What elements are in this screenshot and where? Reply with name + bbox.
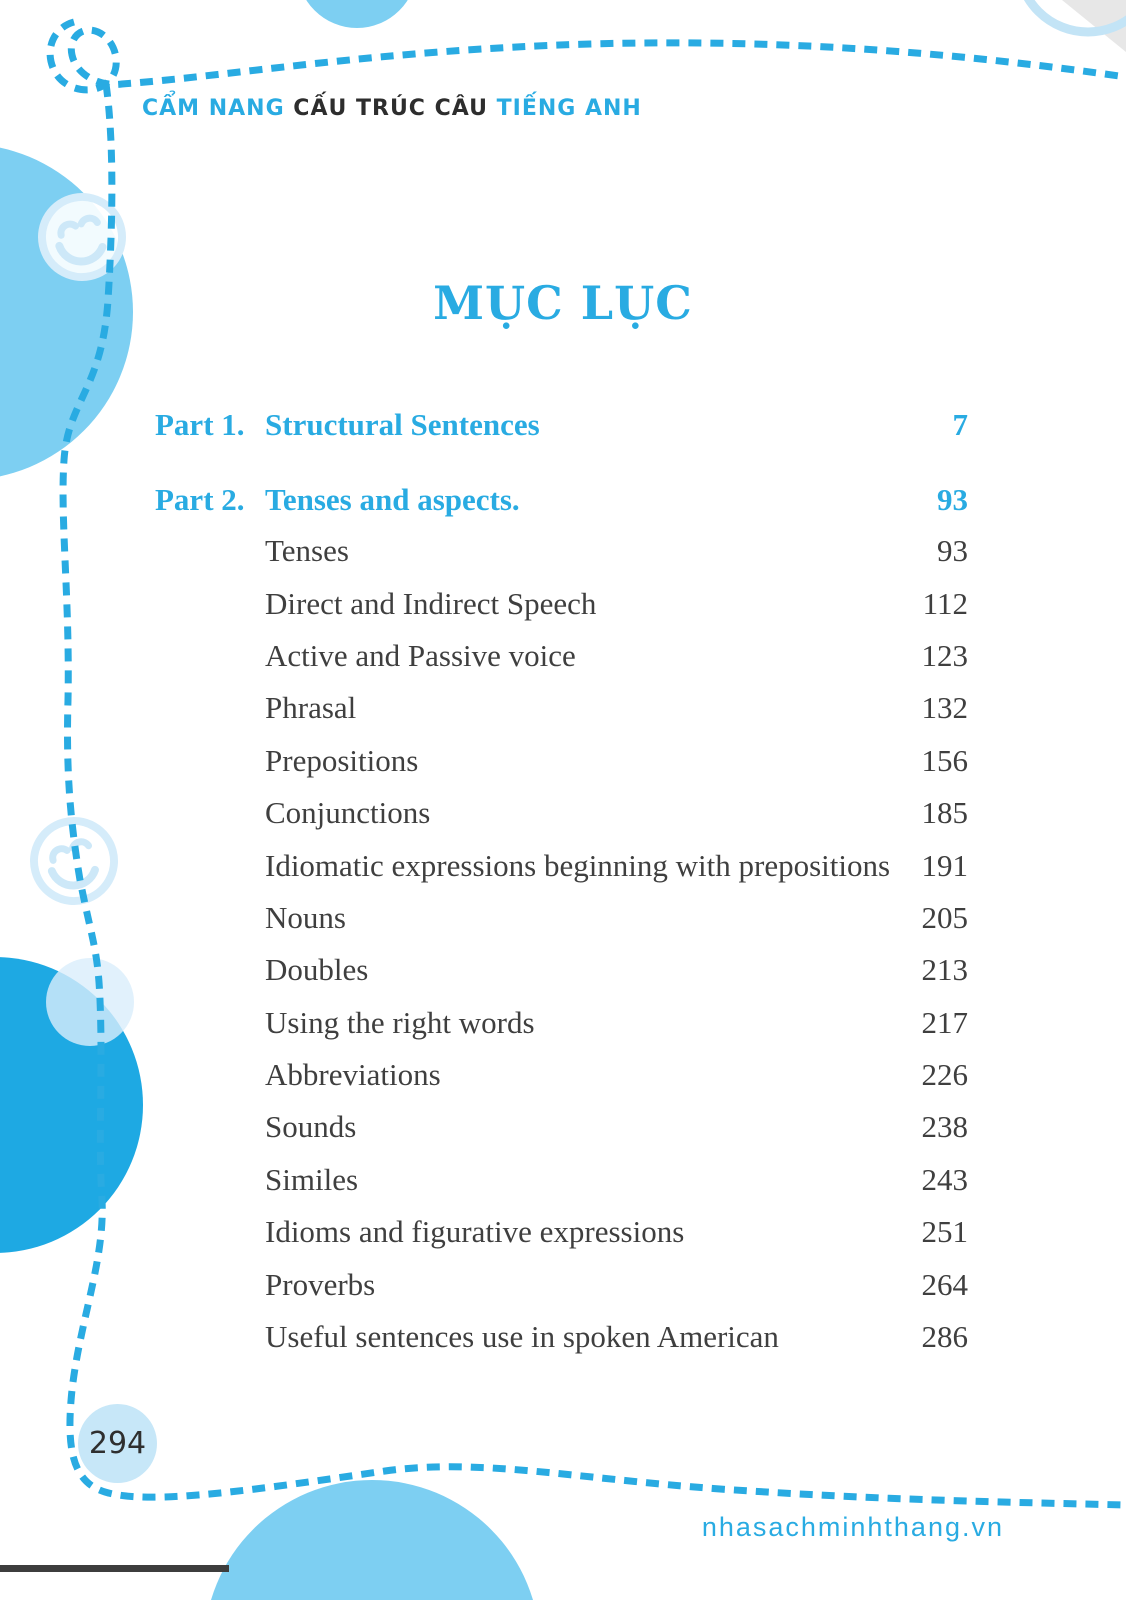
toc-part-page: 7: [952, 407, 968, 442]
toc-part-page: 93: [937, 482, 968, 517]
page-title: MỤC LỤC: [433, 276, 693, 330]
toc-item-page: 93: [937, 533, 968, 569]
toc-item-page: 226: [921, 1057, 968, 1093]
brand-suffix: TIẾNG ANH: [496, 96, 642, 121]
toc-item-title: Abbreviations: [265, 1057, 441, 1093]
toc-part-title: Tenses and aspects.: [265, 482, 520, 517]
toc-part-label: Part 2.: [155, 482, 245, 517]
brand-prefix: CẨM NANG: [142, 96, 294, 121]
toc-item-page: 243: [921, 1161, 968, 1197]
toc-part-row: [155, 475, 968, 525]
toc-item-row: [155, 1154, 968, 1206]
toc-item-page: 238: [921, 1109, 968, 1145]
toc-item-page: 217: [921, 1004, 968, 1040]
toc-item-title: Phrasal: [265, 690, 357, 726]
toc-item-title: Similes: [265, 1161, 359, 1197]
toc-item-page: 191: [921, 847, 968, 883]
toc-item-row: [155, 1206, 968, 1258]
toc-part-title: Structural Sentences: [265, 407, 540, 442]
toc-item-title: Idiomatic expressions beginning with prepositions: [265, 847, 891, 883]
toc-item-page: 205: [921, 899, 968, 935]
toc-item-row: [155, 577, 968, 629]
toc-item-title: Using the right words: [265, 1004, 535, 1040]
toc-part-label: Part 1.: [155, 407, 245, 442]
footer-website: nhasachminhthang.vn: [701, 1512, 1004, 1542]
brand-bold: CẤU TRÚC CÂU: [293, 96, 497, 121]
toc-item-title: Nouns: [265, 899, 346, 935]
toc-item-row: [155, 630, 968, 682]
toc-item-page: 132: [921, 690, 968, 726]
toc-item-row: [155, 892, 968, 944]
toc-item-row: [155, 1101, 968, 1153]
toc-item-title: Direct and Indirect Speech: [265, 585, 597, 621]
toc-item-title: Useful sentences use in spoken American: [265, 1319, 779, 1355]
toc-item-row: [155, 944, 968, 996]
toc-item-title: Doubles: [265, 952, 369, 988]
toc-item-row: [155, 787, 968, 839]
toc-item-page: 286: [921, 1319, 968, 1355]
toc-item-row: [155, 735, 968, 787]
page-number: 294: [88, 1426, 147, 1461]
toc-item-title: Conjunctions: [265, 795, 431, 831]
toc-item-page: 112: [922, 585, 968, 621]
toc-item-row: [155, 997, 968, 1049]
toc-list: [155, 400, 968, 1363]
toc-item-row: [155, 839, 968, 891]
toc-item-row: [155, 682, 968, 734]
toc-item-row: [155, 1311, 968, 1363]
toc-item-row: [155, 1258, 968, 1310]
toc-item-title: Active and Passive voice: [265, 637, 576, 673]
toc-part-row: [155, 400, 968, 450]
brand-text: [142, 96, 642, 121]
toc-item-page: 264: [921, 1266, 968, 1302]
bottom-rule: [0, 1565, 229, 1572]
toc-item-title: Idioms and figurative expressions: [265, 1214, 685, 1250]
toc-item-title: Proverbs: [265, 1266, 376, 1302]
toc-item-title: Sounds: [265, 1109, 357, 1145]
page-number-badge: [78, 1404, 157, 1483]
toc-item-page: 123: [921, 637, 968, 673]
toc-item-title: Prepositions: [265, 742, 419, 778]
toc-item-page: 185: [921, 795, 968, 831]
toc-item-page: 213: [921, 952, 968, 988]
toc-item-page: 156: [921, 742, 968, 778]
toc-item-row: [155, 525, 968, 577]
toc-item-title: Tenses: [265, 533, 349, 569]
toc-item-row: [155, 1049, 968, 1101]
toc-item-page: 251: [921, 1214, 968, 1250]
